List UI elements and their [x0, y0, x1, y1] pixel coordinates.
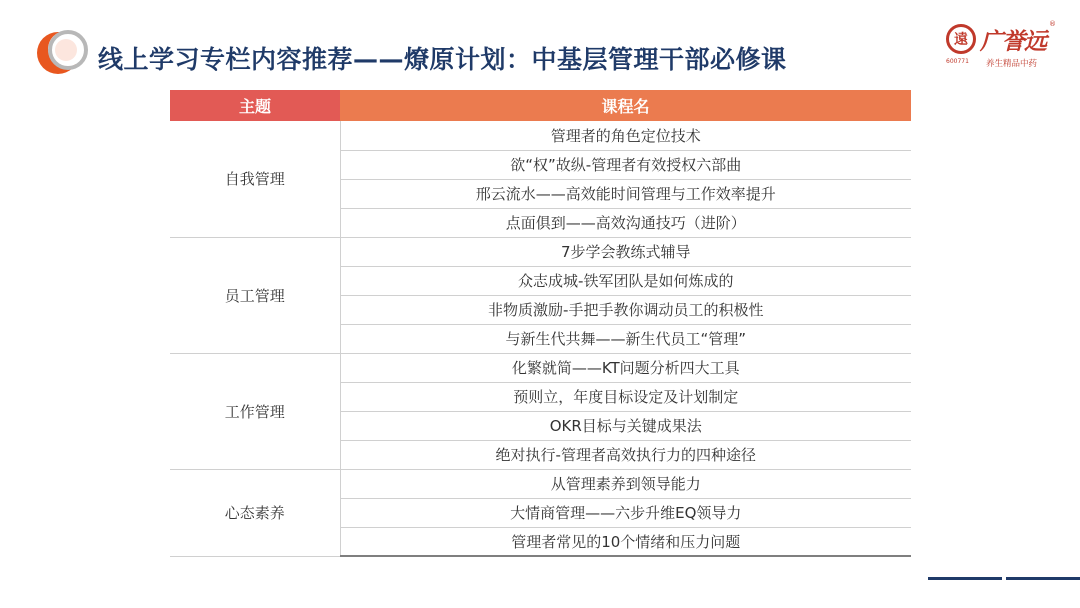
- footer-divider-left: [928, 577, 1002, 580]
- topic-cell: 员工管理: [170, 237, 340, 353]
- brand-stock-code: 600771: [946, 58, 969, 65]
- topic-cell: 工作管理: [170, 353, 340, 469]
- header-course: 课程名: [340, 90, 911, 121]
- brand-seal-icon: 遠: [946, 24, 976, 54]
- course-cell: 欲“权”故纵-管理者有效授权六部曲: [340, 150, 911, 179]
- table-header-row: [170, 90, 911, 121]
- course-cell: 绝对执行-管理者高效执行力的四种途径: [340, 440, 911, 469]
- topic-cell: 心态素养: [170, 469, 340, 556]
- course-cell: 7步学会教练式辅导: [340, 237, 911, 266]
- table-row: [170, 469, 911, 498]
- course-cell: 从管理素养到领导能力: [340, 469, 911, 498]
- course-cell: 化繁就简——KT问题分析四大工具: [340, 353, 911, 382]
- page-title: 线上学习专栏内容推荐——燎原计划：中基层管理干部必修课: [98, 45, 787, 74]
- course-table: [170, 90, 911, 557]
- registered-mark: ®: [1049, 20, 1056, 28]
- brand-logo: [946, 20, 1054, 74]
- course-cell: 众志成城-铁军团队是如何炼成的: [340, 266, 911, 295]
- course-cell: 大情商管理——六步升维EQ领导力: [340, 498, 911, 527]
- course-cell: 非物质激励-手把手教你调动员工的积极性: [340, 295, 911, 324]
- course-cell: 邢云流水——高效能时间管理与工作效率提升: [340, 179, 911, 208]
- table-row: [170, 353, 911, 382]
- footer-divider-right: [1006, 577, 1080, 580]
- course-cell: 与新生代共舞——新生代员工“管理”: [340, 324, 911, 353]
- course-cell: 预则立，年度目标设定及计划制定: [340, 382, 911, 411]
- topic-cell: 自我管理: [170, 121, 340, 237]
- table-row: [170, 121, 911, 150]
- brand-slogan: 养生精品中药: [986, 59, 1038, 69]
- brand-name: 广誉远: [980, 28, 1046, 55]
- course-cell: 点面俱到——高效沟通技巧（进阶）: [340, 208, 911, 237]
- header-topic: 主题: [170, 90, 340, 121]
- table-row: [170, 237, 911, 266]
- course-cell: 管理者常见的10个情绪和压力问题: [340, 527, 911, 556]
- course-cell: 管理者的角色定位技术: [340, 121, 911, 150]
- course-cell: OKR目标与关键成果法: [340, 411, 911, 440]
- logo-rings-icon: [32, 28, 92, 78]
